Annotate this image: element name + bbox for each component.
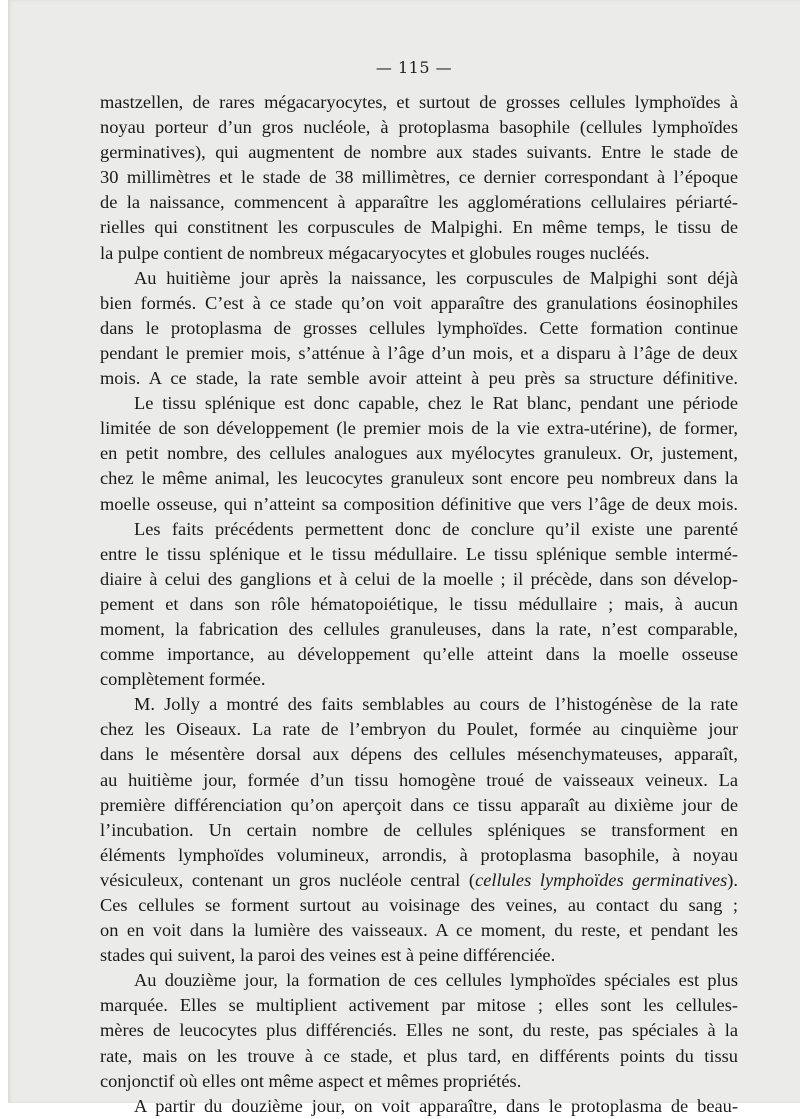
text-line: rate, mais on les trouve à ce stade, et plus tard, en différents points du tissu bbox=[100, 1045, 738, 1066]
text-line: en petit nombre, des cellules analogues aux myélocytes granuleux. Or, justement, bbox=[100, 443, 738, 464]
text-line: 30 millimètres et le stade de 38 millimètres, ce dernier correspondant à l’époque bbox=[100, 167, 738, 188]
text-segment: ). bbox=[727, 869, 738, 890]
text-line: mères de leucocytes plus différenciés. Elles ne sont, du reste, pas spéciales à la bbox=[100, 1020, 738, 1041]
text-line: dans le protoplasma de grosses cellules lymphoïdes. Cette formation continue bbox=[100, 317, 738, 338]
text-line: rielles qui constitnent les corpuscules de Malpighi. En même temps, le tissu de bbox=[100, 217, 738, 238]
text-line: chez les Oiseaux. La rate de l’embryon du Poulet, formée au cinquième jour bbox=[100, 719, 738, 740]
text-line: au huitième jour, formée d’un tissu homogène troué de vaisseaux veineux. La bbox=[100, 769, 738, 790]
text-line: éléments lymphoïdes volumineux, arrondis, à protoplasma basophile, à noyau bbox=[100, 844, 738, 865]
paragraph bbox=[100, 90, 738, 266]
text-line: limitée de son développement (le premier mois de la vie extra-utérine), de former, bbox=[100, 418, 738, 439]
text-line: Le tissu splénique est donc capable, chez le Rat blanc, pendant une période bbox=[134, 393, 738, 414]
paragraph bbox=[100, 968, 738, 1093]
text-line: comme importance, au développement qu’elle atteint dans la moelle osseuse bbox=[100, 644, 738, 665]
text-line: moment, la fabrication des cellules granuleuses, dans la rate, n’est comparable, bbox=[100, 618, 738, 639]
text-line: conjonctif où elles ont même aspect et mêmes propriétés. bbox=[100, 1070, 522, 1091]
text-line: première différenciation qu’on aperçoit dans ce tissu apparaît au dixième jour de bbox=[100, 794, 738, 815]
text-line: A partir du douzième jour, on voit apparaître, dans le protoplasma de beau- bbox=[134, 1095, 738, 1116]
paragraph bbox=[100, 1094, 738, 1119]
text-line: pendant le premier mois, s’atténue à l’âge d’un mois, et a disparu à l’âge de deux bbox=[100, 342, 738, 363]
text-line: l’incubation. Un certain nombre de cellules spléniques se transforment en bbox=[100, 819, 738, 840]
text-line: on en voit dans la lumière des vaisseaux. A ce moment, du reste, et pendant les bbox=[100, 920, 738, 941]
text-line: Ces cellules se forment surtout au voisinage des veines, au contact du sang ; bbox=[100, 895, 738, 915]
text-line: diaire à celui des ganglions et à celui de la moelle ; il précède, dans son dévelop- bbox=[100, 568, 738, 589]
text-line: mois. A ce stade, la rate semble avoir atteint à peu près sa structure définitive. bbox=[100, 368, 738, 389]
text-line: dans le mésentère dorsal aux dépens des cellules mésenchymateuses, apparaît, bbox=[100, 744, 738, 765]
paragraph bbox=[100, 391, 738, 516]
text-line-with-italic bbox=[100, 868, 738, 893]
text-line: stades qui suivent, la paroi des veines est à peine différenciée. bbox=[100, 945, 556, 966]
paragraph bbox=[100, 692, 738, 968]
text-line: Les faits précédents permettent donc de conclure qu’il existe une parenté bbox=[134, 518, 738, 539]
text-line: mastzellen, de rares mégacaryocytes, et surtout de grosses cellules lymphoïdes à bbox=[100, 92, 738, 112]
paragraph bbox=[100, 266, 738, 391]
text-line: pement et dans son rôle hématopoiétique, le tissu médullaire ; mais, à aucun bbox=[100, 593, 738, 614]
text-line: la pulpe contient de nombreux mégacaryocytes et globules rouges nucléés. bbox=[100, 242, 650, 263]
text-segment: vésiculeux, contenant un gros nucléole central ( bbox=[100, 869, 476, 890]
text-line: M. Jolly a montré des faits semblables au cours de l’histogénèse de la rate bbox=[134, 694, 738, 715]
text-line: noyau porteur d’un gros nucléole, à protoplasma basophile (cellules lymphoïdes bbox=[100, 117, 738, 138]
text-line: Au huitième jour après la naissance, les corpuscules de Malpighi sont déjà bbox=[134, 267, 738, 288]
text-line: chez le même animal, les leucocytes granuleux sont encore peu nombreux dans la bbox=[100, 468, 738, 489]
text-line: entre le tissu splénique et le tissu médullaire. Le tissu splénique semble intermé- bbox=[100, 543, 738, 564]
text-line: moelle osseuse, qui n’atteint sa composition définitive que vers l’âge de deux mois. bbox=[100, 493, 738, 514]
text-line: Au douzième jour, la formation de ces cellules lymphoïdes spéciales est plus bbox=[134, 970, 738, 991]
paragraph bbox=[100, 517, 738, 693]
text-line: de la naissance, commencent à apparaître les agglomérations cellulaires périarté- bbox=[100, 192, 738, 213]
text-line: bien formés. C’est à ce stade qu’on voit apparaître des granulations éosinophiles bbox=[100, 292, 738, 313]
text-line: germinatives), qui augmentent de nombre aux stades suivants. Entre le stade de bbox=[100, 142, 738, 163]
italic-term: cellules lymphoïdes germinatives bbox=[475, 869, 728, 890]
text-line: marquée. Elles se multiplient activement par mitose ; elles sont les cellules- bbox=[100, 995, 738, 1016]
page-number: — 115 — bbox=[375, 58, 453, 77]
body-text bbox=[100, 90, 738, 1119]
text-line: complètement formée. bbox=[100, 669, 266, 690]
